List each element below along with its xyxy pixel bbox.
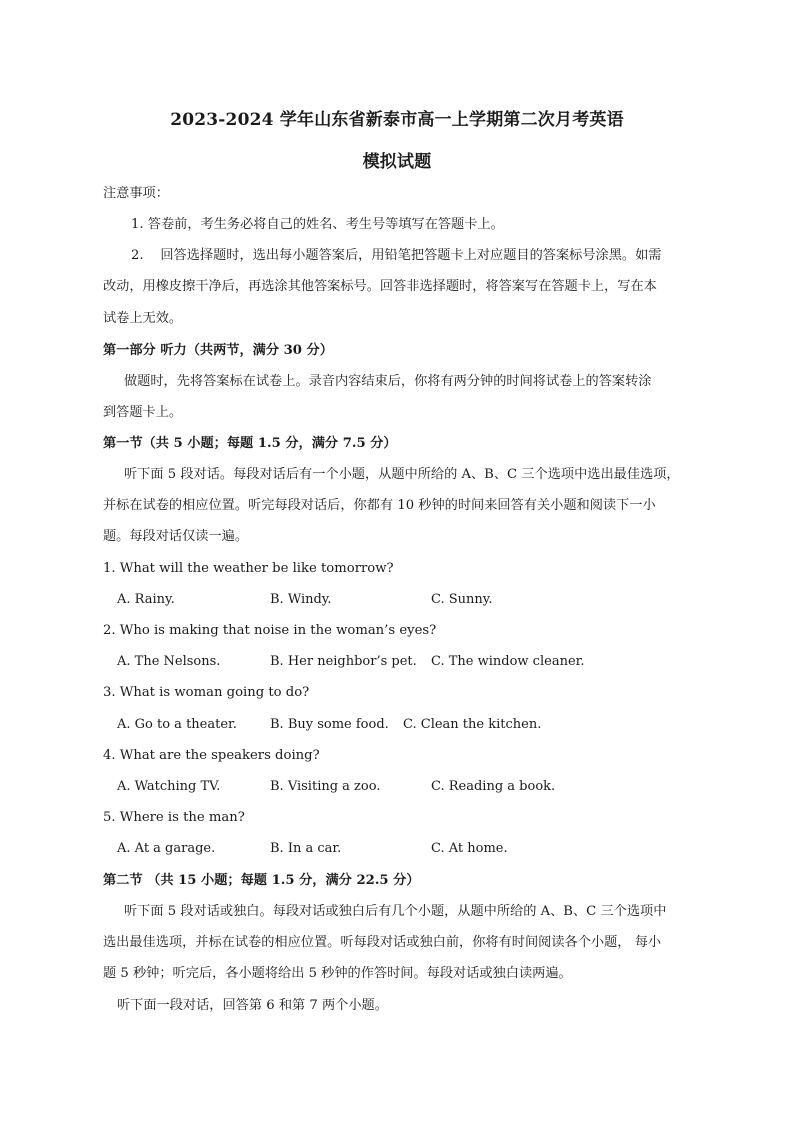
question-2-option-c: C. The window cleaner. [431,654,585,669]
question-5-option-c: C. At home. [431,841,508,856]
question-4-option-c: C. Reading a book. [431,779,556,794]
question-4-stem: 4. What are the speakers doing? [103,748,320,763]
section2-heading: 第二节 （共 15 小题；每题 1.5 分，满分 22.5 分） [103,873,420,888]
notice-item-2-line-3: 试卷上无效。 [103,311,183,326]
question-3-option-c: C. Clean the kitchen. [403,717,542,732]
notice-item-1: 1. 答卷前，考生务必将自己的姓名、考生号等填写在答题卡上。 [131,217,504,232]
notice-heading: 注意事项： [103,186,169,201]
question-5-option-a: A. At a garage. [117,841,216,856]
section2-intro-line-2: 选出最佳选项，并标在试卷的相应位置。听每段对话或独白前，你将有时间阅读各个小题， 每小 [103,935,662,950]
question-4-option-a: A. Watching TV. [117,779,221,794]
question-2-option-a: A. The Nelsons. [117,654,221,669]
question-1-option-a: A. Rainy. [117,592,175,607]
part1-heading: 第一部分 听力（共两节，满分 30 分） [103,343,333,358]
question-2-option-b: B. Her neighbor’s pet. [270,654,417,669]
section1-intro-line-2: 并标在试卷的相应位置。听完每段对话后，你都有 10 秒钟的时间来回答有关小题和阅读下一小 [103,498,656,513]
question-1-stem: 1. What will the weather be like tomorrow? [103,561,394,576]
question-3-option-a: A. Go to a theater. [117,717,237,732]
question-5-stem: 5. Where is the man? [103,810,245,825]
question-1-option-c: C. Sunny. [431,592,493,607]
exam-subtitle: 模拟试题 [362,152,432,172]
question-2-stem: 2. Who is making that noise in the woman’s eyes? [103,623,437,638]
section2-intro-line-1: 听下面 5 段对话或独白。每段对话或独白后有几个小题，从题中所给的 A、B、C 三个选项中 [124,904,667,919]
part1-intro-line-1: 做题时，先将答案标在试卷上。录音内容结束后，你将有两分钟的时间将试卷上的答案转涂 [124,374,652,389]
section1-intro-line-3: 题。每段对话仅读一遍。 [103,529,249,544]
question-5-option-b: B. In a car. [270,841,342,856]
question-1-option-b: B. Windy. [270,592,332,607]
question-3-option-b: B. Buy some food. [270,717,389,732]
part1-intro-line-2: 到答题卡上。 [103,405,183,420]
notice-item-2-line-1: 2. 回答选择题时，选出每小题答案后，用铅笔把答题卡上对应题目的答案标号涂黑。如需 [131,248,662,263]
section1-heading: 第一节（共 5 小题；每题 1.5 分，满分 7.5 分） [103,436,397,451]
section1-intro-line-1: 听下面 5 段对话。每段对话后有一个小题，从题中所给的 A、B、C 三个选项中选出最佳选项， [124,467,680,482]
question-4-option-b: B. Visiting a zoo. [270,779,381,794]
question-3-stem: 3. What is woman going to do? [103,685,310,700]
section2-note: 听下面一段对话，回答第 6 和第 7 两个小题。 [117,998,388,1013]
exam-title: 2023-2024 学年山东省新泰市高一上学期第二次月考英语 [170,110,624,130]
notice-item-2-line-2: 改动，用橡皮擦干净后，再选涂其他答案标号。回答非选择题时，将答案写在答题卡上，写在本 [103,279,657,294]
section2-intro-line-3: 题 5 秒钟；听完后，各小题将给出 5 秒钟的作答时间。每段对话或独白读两遍。 [103,966,572,981]
